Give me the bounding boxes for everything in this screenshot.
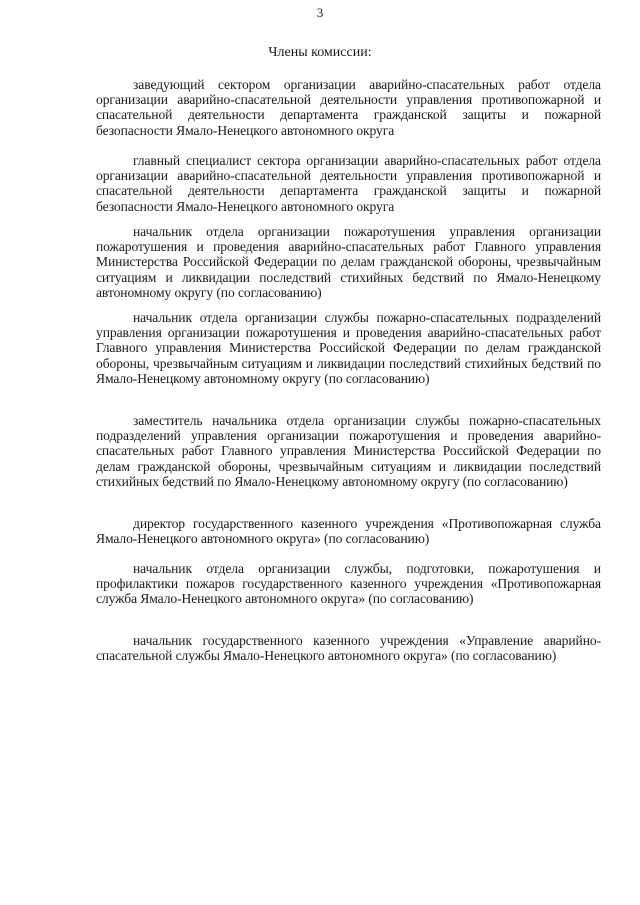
member-entry-5: заместитель начальника отдела организации службы пожарно-спасательных подразделений управления организации пожаротушения и проведения аварийно-спасательных работ Главного управления Министерства Российской Федерации по делам гражданской обороны, чрезвычайным ситуациям и ликвидации последствий стихийных бедствий по Ямало-Ненецкому автономному округу (по согласованию)	[96, 413, 601, 489]
member-entry-1: заведующий сектором организации аварийно-спасательных работ отдела организации аварийно-спасательной деятельности управления противопожарной и спасательной деятельности департамента гражданской защиты и пожарной безопасности Ямало-Ненецкого автономного округа	[96, 77, 601, 138]
member-entry-8: начальник государственного казенного учреждения «Управление аварийно-спасательной службы Ямало-Ненецкого автономного округа» (по согласованию)	[96, 633, 601, 664]
commission-members-heading: Члены комиссии:	[268, 45, 372, 60]
member-entry-6: директор государственного казенного учреждения «Противопожарная служба Ямало-Ненецкого автономного округа» (по согласованию)	[96, 516, 601, 547]
member-entry-4: начальник отдела организации службы пожарно-спасательных подразделений управления организации пожаротушения и проведения аварийно-спасательных работ Главного управления Министерства Российской Федерации по делам гражданской обороны, чрезвычайным ситуациям и ликвидации последствий стихийных бедствий по Ямало-Ненецкому автономному округу (по согласованию)	[96, 310, 601, 386]
member-entry-2: главный специалист сектора организации аварийно-спасательных работ отдела организации аварийно-спасательной деятельности управления противопожарной и спасательной деятельности департамента гражданской защиты и пожарной безопасности Ямало-Ненецкого автономного округа	[96, 153, 601, 214]
member-entry-3: начальник отдела организации пожаротушения управления организации пожаротушения и проведения аварийно-спасательных работ Главного управления Министерства Российской Федерации по делам гражданской обороны, чрезвычайным ситуациям и ликвидации последствий стихийных бедствий по Ямало-Ненецкому автономному округу (по согласованию)	[96, 224, 601, 300]
page-number: 3	[316, 5, 324, 20]
member-entry-7: начальник отдела организации службы, подготовки, пожаротушения и профилактики пожаров государственного казенного учреждения «Противопожарная служба Ямало-Ненецкого автономного округа» (по согласованию)	[96, 561, 601, 607]
